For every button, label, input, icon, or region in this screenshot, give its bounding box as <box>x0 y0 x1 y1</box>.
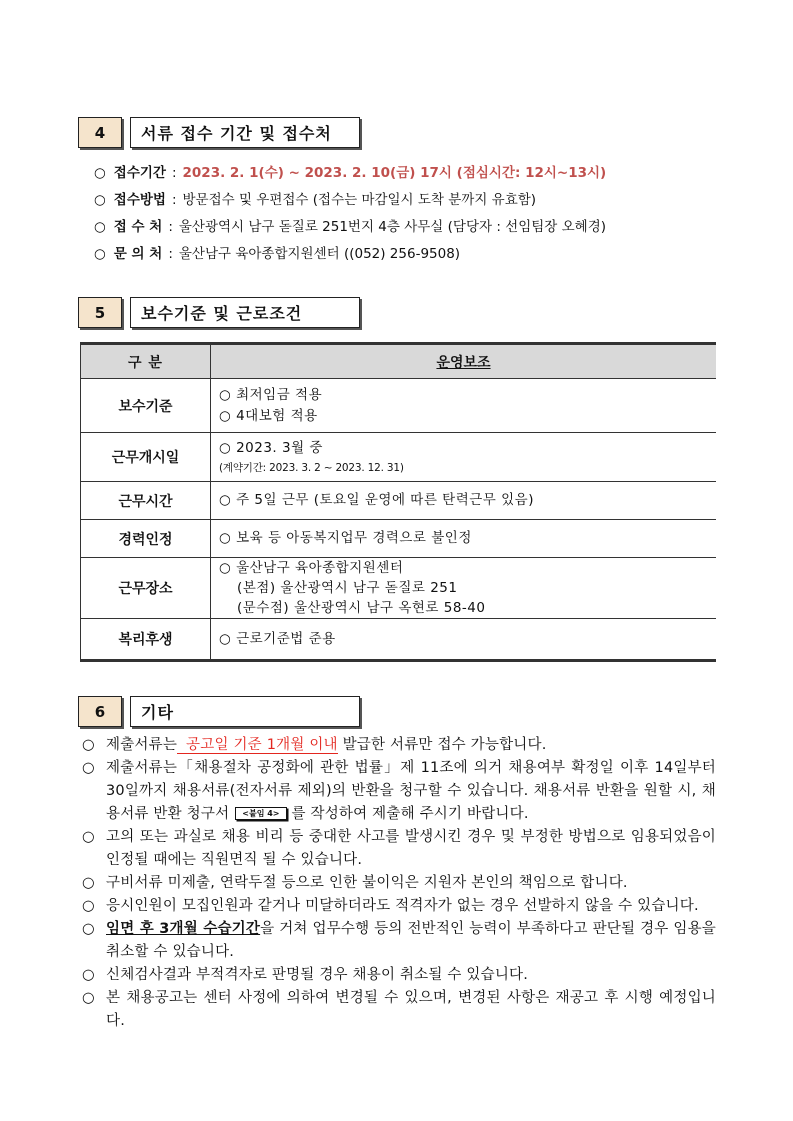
application-period-value: 2023. 2. 1(수) ~ 2023. 2. 10(금) 17시 (점심시간: 12시~13시) <box>182 165 607 181</box>
list-item-contact <box>94 241 734 268</box>
section-4-title: 서류 접수 기간 및 접수처 <box>130 117 360 148</box>
working-conditions-table <box>80 342 716 662</box>
bullet-icon: ○ <box>82 829 95 845</box>
row-label: 복리후생 <box>81 619 211 661</box>
table-header-row <box>81 344 717 379</box>
item-value: 울산남구 육아종합지원센터 ((052) 256-9508) <box>178 246 461 262</box>
bullet-icon: ○ <box>82 760 95 776</box>
item-text: 을 거쳐 업무수행 등의 전반적인 능력이 부족하다고 판단될 경우 임용을 취소할 수 있습니다. <box>106 921 716 960</box>
row-label: 경력인정 <box>81 520 211 558</box>
list-item-application-period <box>94 160 734 187</box>
bullet-icon: ○ <box>82 967 95 983</box>
item-value: 방문접수 및 우편접수 (접수는 마감일시 도착 분까지 유효함) <box>182 192 537 208</box>
section-5-header <box>78 297 360 328</box>
list-item <box>82 964 716 987</box>
item-label: 접수기간 <box>113 165 166 181</box>
bullet-icon: ○ <box>94 246 106 262</box>
table-row <box>81 520 717 558</box>
table-row <box>81 482 717 520</box>
item-label: 문 의 처 <box>113 246 163 262</box>
content-line: ○ 2023. 3월 중 <box>219 439 323 456</box>
content-line: ○ 보육 등 아동복지업무 경력으로 불인정 <box>219 530 472 546</box>
bullet-icon: ○ <box>82 990 95 1006</box>
item-label: 접 수 처 <box>113 219 163 235</box>
row-content <box>211 619 717 661</box>
content-line-main-branch: (본점) 울산광역시 남구 돋질로 251 <box>237 580 458 596</box>
highlighted-text: 공고일 기준 1개월 이내 <box>177 737 338 754</box>
contract-period-note: (계약기간: 2023. 3. 2 ~ 2023. 12. 31) <box>219 461 404 474</box>
bullet-icon: ○ <box>82 737 95 753</box>
bullet-icon: ○ <box>82 921 95 937</box>
table-row <box>81 619 717 661</box>
item-text: 제출서류는「채용절차 공정화에 관한 법률」제 11조에 의거 채용여부 확정일 이후 14일부터 30일까지 채용서류(전자서류 제외)의 반환을 청구할 수 있습니다. 채용서류 반환을 원할 시, 채용서류 반환 청구서 <box>106 760 716 822</box>
content-line: ○ 4대보험 적용 <box>219 407 318 424</box>
row-content <box>211 433 717 482</box>
row-label: 근무시간 <box>81 482 211 520</box>
list-item <box>82 918 716 964</box>
item-text: 본 채용공고는 센터 사정에 의하여 변경될 수 있으며, 변경된 사항은 재공고 후 시행 예정입니다. <box>106 990 716 1029</box>
probation-highlight: 임면 후 3개월 수습기간 <box>106 921 261 937</box>
list-item <box>82 987 716 1033</box>
bullet-icon: ○ <box>82 898 95 914</box>
column-header-text: 운영보조 <box>436 354 491 371</box>
section-4-list <box>94 160 734 268</box>
section-6-header <box>78 696 360 727</box>
item-separator: : <box>168 246 173 262</box>
item-text: 발급한 서류만 접수 가능합니다. <box>342 737 547 753</box>
content-line: ○ 근로기준법 준용 <box>219 630 336 647</box>
row-label: 보수기준 <box>81 379 211 433</box>
item-text: 신체검사결과 부적격자로 판명될 경우 채용이 취소될 수 있습니다. <box>106 967 529 983</box>
list-item-application-method <box>94 187 734 214</box>
content-line-munsu-branch: (문수점) 울산광역시 남구 옥현로 58-40 <box>237 600 486 616</box>
attachment-tag: <붙임 4> <box>235 807 286 820</box>
item-text: 를 작성하여 제출해 주시기 바랍니다. <box>291 806 529 822</box>
bullet-icon: ○ <box>82 875 95 891</box>
content-line: ○ 최저임금 적용 <box>219 386 323 403</box>
list-item-application-place <box>94 214 734 241</box>
item-value: 울산광역시 남구 돋질로 251번지 4층 사무실 (담당자 : 선임팀장 오혜경) <box>178 219 607 235</box>
row-content <box>211 558 717 619</box>
list-item <box>82 734 716 757</box>
section-5-title: 보수기준 및 근로조건 <box>130 297 360 328</box>
bullet-icon: ○ <box>94 192 106 208</box>
content-line: ○ 주 5일 근무 (토요일 운영에 따른 탄력근무 있음) <box>219 492 534 508</box>
item-text: 구비서류 미제출, 연락두절 등으로 인한 불이익은 지원자 본인의 책임으로 합니다. <box>106 875 628 891</box>
row-content <box>211 520 717 558</box>
row-content <box>211 482 717 520</box>
item-separator: : <box>171 165 177 181</box>
section-6-number: 6 <box>78 696 122 727</box>
bullet-icon: ○ <box>94 165 106 181</box>
list-item <box>82 826 716 872</box>
content-line: ○ 울산남구 육아종합지원센터 <box>219 560 404 576</box>
list-item <box>82 757 716 826</box>
list-item <box>82 872 716 895</box>
section-4-number: 4 <box>78 117 122 148</box>
item-label: 접수방법 <box>113 192 166 208</box>
item-text: 고의 또는 과실로 채용 비리 등 중대한 사고를 발생시킨 경우 및 부정한 방법으로 임용되었음이 인정될 때에는 직원면직 될 수 있습니다. <box>106 829 716 868</box>
item-text: 응시인원이 모집인원과 같거나 미달하더라도 적격자가 없는 경우 선발하지 않을 수 있습니다. <box>106 898 699 914</box>
column-header-operation-support <box>211 344 717 379</box>
bullet-icon: ○ <box>94 219 106 235</box>
section-5-number: 5 <box>78 297 122 328</box>
column-header-category: 구 분 <box>81 344 211 379</box>
row-label: 근무개시일 <box>81 433 211 482</box>
list-item <box>82 895 716 918</box>
table-row <box>81 433 717 482</box>
item-text: 제출서류는 <box>106 737 178 753</box>
section-6-title: 기타 <box>130 696 360 727</box>
row-label: 근무장소 <box>81 558 211 619</box>
row-content <box>211 379 717 433</box>
item-separator: : <box>168 219 173 235</box>
item-separator: : <box>171 192 177 208</box>
table-row <box>81 379 717 433</box>
table-row <box>81 558 717 619</box>
section-6-list <box>82 734 716 1033</box>
section-4-header <box>78 117 360 148</box>
